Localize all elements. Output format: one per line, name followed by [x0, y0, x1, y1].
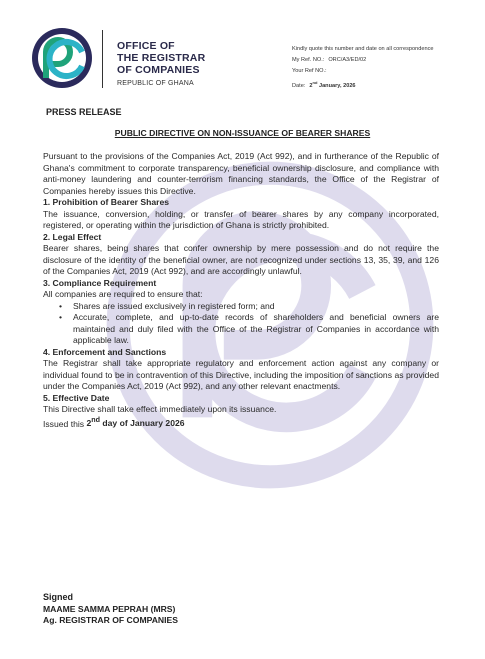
section-1-heading: 1. Prohibition of Bearer Shares: [43, 197, 170, 207]
organization-name: [117, 40, 205, 76]
section-4-text: The Registrar shall take appropriate regulatory and enforcement action against any company or individual found to be in contravention of this Directive, including the imposition of sanctions as provided under the Companies Act, 2019 (Act 992), and any other relevant enactments.: [43, 358, 439, 391]
press-release-label: PRESS RELEASE: [46, 107, 122, 117]
signatory-name: MAAME SAMMA PEPRAH (MRS): [43, 603, 176, 614]
signature-block: [43, 592, 178, 627]
section-3-heading: 3. Compliance Requirement: [43, 277, 157, 288]
my-ref-label: My Ref. NO.:: [292, 57, 325, 63]
directive-body: [43, 151, 439, 430]
section-5-text: This Directive shall take effect immediately upon its issuance.: [43, 404, 277, 414]
org-country: REPUBLIC OF GHANA: [117, 80, 194, 87]
orc-logo-icon: [30, 26, 94, 90]
section-4-heading: 4. Enforcement and Sanctions: [43, 346, 167, 357]
date-row: [292, 77, 434, 92]
signed-label: Signed: [43, 592, 74, 602]
list-item: • Shares are issued exclusively in registered form; and: [59, 300, 275, 311]
bullet-icon: •: [59, 300, 63, 311]
section-2-text: Bearer shares, being shares that confer ownership by mere possession and do not require the disclosure of the identity of the beneficial owner, are not recognized under sections 13, 35, 39, and 126 of the Companies Act, 2019 (Act 992), and are accordingly unlawful.: [43, 243, 439, 276]
your-ref-row: [292, 66, 434, 77]
section-3-text: All companies are required to ensure that:: [43, 289, 203, 299]
section-2-heading: 2. Legal Effect: [43, 231, 102, 242]
directive-title: PUBLIC DIRECTIVE ON NON-ISSUANCE OF BEARER SHARES: [114, 128, 371, 138]
reference-block: [292, 44, 434, 92]
date-value: 2nd January, 2026: [309, 80, 356, 89]
section-5-heading: 5. Effective Date: [43, 392, 110, 403]
bullet-icon: •: [59, 312, 63, 322]
signatory-title: Ag. REGISTRAR OF COMPANIES: [43, 615, 178, 625]
intro-paragraph: Pursuant to the provisions of the Companies Act, 2019 (Act 992), and in furtherance of the Republic of Ghana's commitment to corporate transparency, beneficial ownership disclosure, and compliance with anti-money laundering and counter-terrorism financing standards, the Office of the Registrar of Companies hereby issues this Directive.: [43, 151, 439, 196]
header-divider: [102, 30, 103, 88]
org-line-2: THE REGISTRAR: [117, 52, 206, 64]
my-ref-row: [292, 55, 434, 66]
section-1-text: The issuance, conversion, holding, or transfer of bearer shares by any company incorporated, registered, or operating within the jurisdiction of Ghana is strictly prohibited.: [43, 208, 439, 230]
quote-note: Kindly quote this number and date on all correspondence: [292, 46, 434, 52]
org-line-3: OF COMPANIES: [117, 64, 200, 76]
list-item: • Accurate, complete, and up-to-date records of shareholders and beneficial owners are maintained and duly filed with the Office of the Registrar of Companies in accordance with applicable law.: [59, 312, 439, 345]
my-ref-value: ORC/A3/ED/02: [328, 57, 367, 63]
date-label: Date:: [292, 82, 306, 89]
issued-date-line: Issued this 2nd day of January 2026: [43, 416, 185, 429]
section-3-list: [43, 301, 439, 347]
org-line-1: OFFICE OF: [117, 40, 175, 52]
your-ref-label: Your Ref NO.:: [292, 68, 327, 74]
